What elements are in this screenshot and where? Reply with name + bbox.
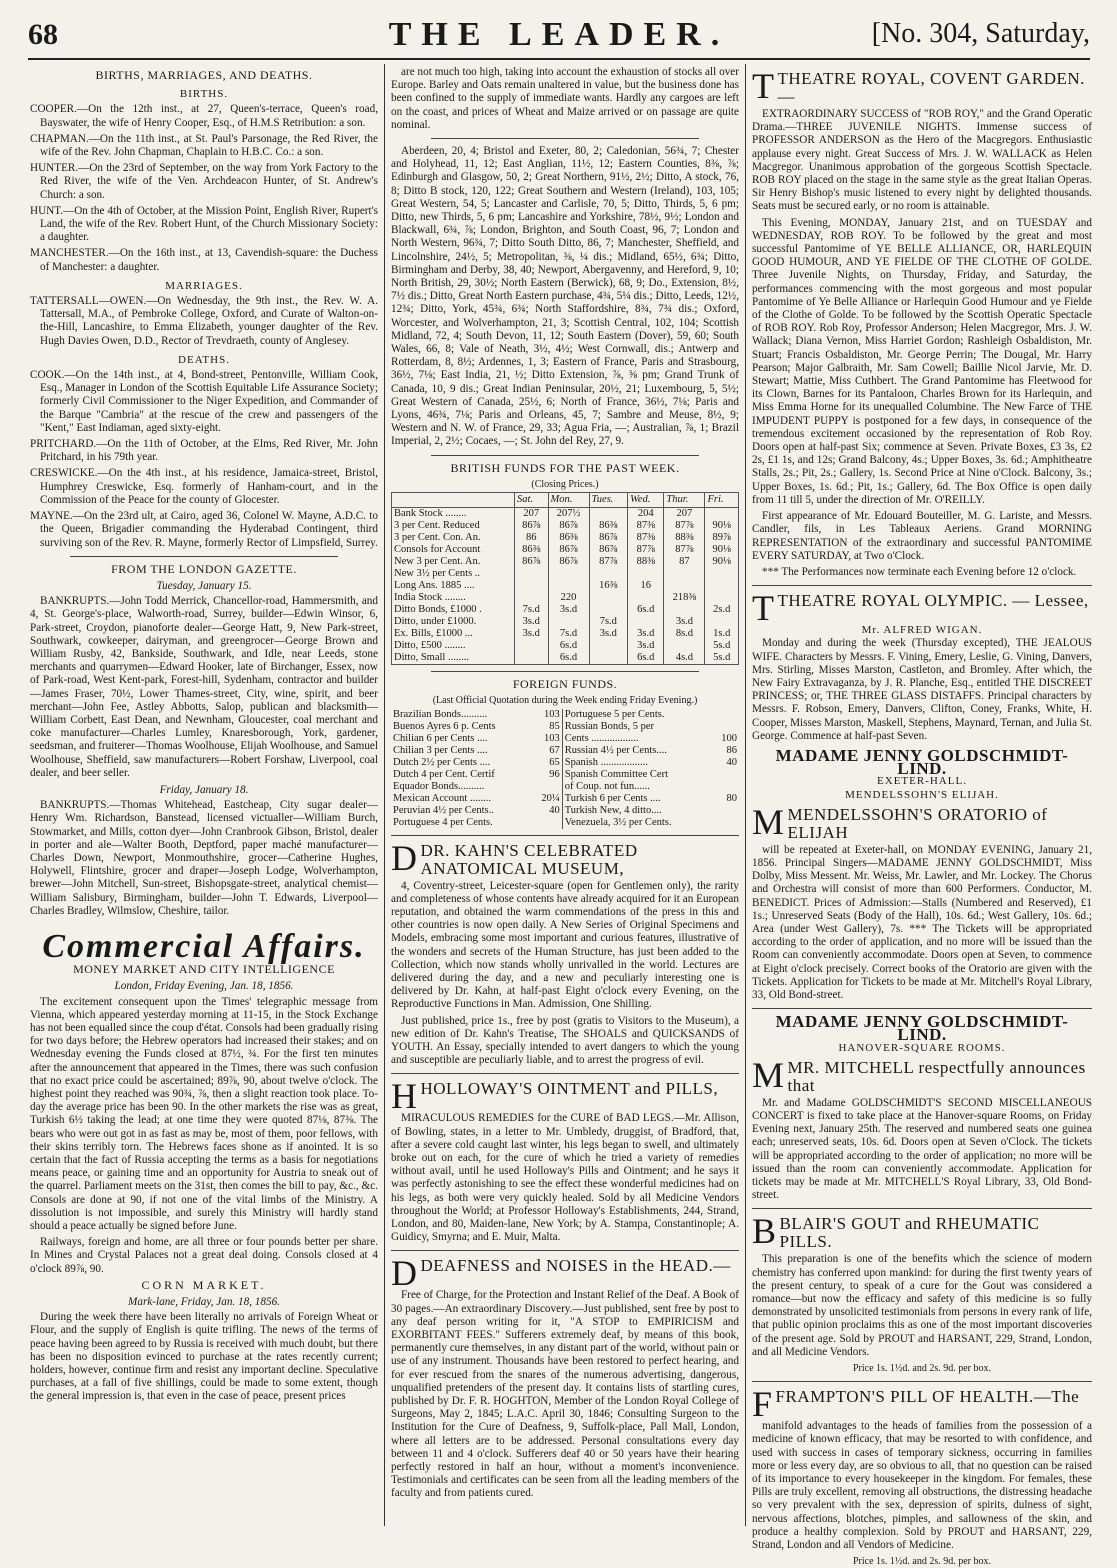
price-cell xyxy=(515,640,549,652)
price-cell: 5s.d xyxy=(705,640,739,652)
price-cell: 7s.d xyxy=(589,616,628,628)
masthead xyxy=(28,14,1090,60)
bond-name-cell: Cents .................. xyxy=(564,732,639,744)
price-cell: 8s.d xyxy=(664,628,705,640)
bond-name-cell: Portuguese 5 per Cents. xyxy=(564,708,665,720)
mitchell-title: MR. MITCHELL respectfully announces that xyxy=(787,1057,1086,1095)
kahn-ad-title: DR. KAHN'S CELEBRATED ANATOMICAL MUSEUM, xyxy=(420,840,638,878)
price-cell: 87⅞ xyxy=(628,544,664,556)
bond-name-cell: Portuguese 4 per Cents. xyxy=(393,816,493,828)
price-cell xyxy=(589,508,628,521)
column-1 xyxy=(30,66,378,1526)
holloway-ad-text: MIRACULOUS REMEDIES for the CURE of BAD LEGS.—Mr. Allison, of Bowling, states, in a letter to Mr. Umbledy, druggist, of Bradford, that, after a severe cold caught last winter, his legs began to swell, and ultimately broke out on each, for the cure of which he tried a variety of remedies without avail, until he used Holloway's Pills and Ointment; and he says it was perfectly astonishing to see the effect these wonderful medicines had on his legs, as both were very quickly healed. Sold by all Medicine Vendors throughout the World; at Professor Holloway's Establishments, 244, Strand, London, and 80, Maiden-lane, New York; by A. Stampa, Constantinople; A. Guidicy, Smyrna; and E. Muir, Malta. xyxy=(391,1112,739,1244)
price-cell xyxy=(589,568,628,580)
price-cell: 5s.d xyxy=(705,652,739,665)
covent-garden-text: This Evening, MONDAY, January 21st, and on TUESDAY and WEDNESDAY, ROB ROY. To be followed by the great and most successful Pantomime of YE BELLE ALLIANCE, OR, HARLEQUIN GOOD HUMOUR, AND YE FIELDE OF THE CLOTHE OF GOLDE. Three Juvenile Nights, on Thursday, Friday, and Saturday, the performances commencing with the most gorgeous and most popular Pantomime of Ye Belle Alliance or Harlequin Good Humour and ye Fielde of the Clothe of Golde. To be followed by the Scottish Operatic Spectacle of ROB ROY. Rob Roy, Professor Anderson; Helen Macgregor, Mrs. J. W. Wallack; Diana Vernon, Miss Harriet Gordon; Rashleigh Osbaldiston, Mr. Stuart; Francis Osbaldiston, Mr. George Perrin; The Dougal, Mr. Harry Pearson; Major Galbraith, Mr. Sam Cowell; Baillie Nicol Jarvie, Mr. D. Stewart; Mattie, Miss Cuthbert. The Grand Pantomime has Fleetwood for its Clown, Barnes for its Pantaloon, Charles Brown for its Harlequin, and Miss Emma Horne for its unequalled Columbine. The New Farce of THE IMPUDENT PUPPY is postponed for a few days, in consequence of the tremendous excitement occasioned by the representation of Rob Roy. Doors open at half-past Six; commence at Seven. Private Boxes, £3 3s, £2 2s, £1 1s, and 12s; Grand Balcony, 4s.; Upper Boxes, 3s. 6d.; Amphitheatre Stalls, 2s.; Pit, 2s.; Gallery, 1s. Second Price at Nine o'Clock. Balcony, 3s.; Upper Boxes, 1s. 6d.; Pit, 1s.; Gallery, 6d. The Box Office is open daily from 11 till 5, under the direction of Mr. O'REILLY. xyxy=(752,216,1092,506)
frampton-text: manifold advantages to the heads of families from the possession of a medicine of known efficacy, that may be resorted to with confidence, and used with success in cases of temporary sickness, occurring in families more or less every day, are so obvious to all, that no question can be raised of its importance to every housekeeper in the kingdom. For females, these Pills are truly excellent, removing all obstructions, the distressing headache so very prevalent with the sex, depression of spirits, dulness of sight, nervous affections, blotches, pimples, and sallowness of the skin, and produce a healthy complexion. Sold by PROUT and HARSANT, 229, Strand, London and all Vendors of Medicine. xyxy=(752,1420,1092,1552)
divider xyxy=(431,138,699,139)
quote-cell: 67 xyxy=(528,745,563,757)
bond-name-cell: Peruvian 4½ per Cents.. xyxy=(393,804,494,816)
olympic-lessee: Mr. ALFRED WIGAN. xyxy=(861,624,983,637)
price-cell: 89⅞ xyxy=(705,532,739,544)
foreign-funds-table xyxy=(391,709,739,829)
quote-cell xyxy=(705,709,739,721)
column-header: Thur. xyxy=(664,493,705,508)
price-cell: 3s.d xyxy=(589,628,628,640)
drop-cap: M xyxy=(752,1054,785,1095)
price-cell: 3s.d xyxy=(664,616,705,628)
price-cell xyxy=(664,640,705,652)
fund-name-cell: Bank Stock ........ xyxy=(392,508,515,521)
foreign-funds-subtitle: (Last Official Quotation during the Week ending Friday Evening.) xyxy=(432,695,698,707)
deafness-ad-title: DEAFNESS and NOISES in the HEAD.— xyxy=(420,1256,731,1276)
price-cell: 3s.d xyxy=(628,640,664,652)
divider xyxy=(752,585,1092,586)
divider xyxy=(391,1250,739,1251)
covent-garden-text: First appearance of Mr. Edouard Bouteiller, M. G. Lariste, and Messrs. Candler, fils, in Les Tableaux Aeriens. Grand MORNING REPRESENTATION of the extraordinary and successful PANTOMIME EVERY SATURDAY, at Two o'Clock. xyxy=(752,510,1092,562)
deafness-ad-text: Free of Charge, for the Protection and Instant Relief of the Deaf. A Book of 30 pages.—An extraordinary Discovery.—Just published, sent free by post to any deaf person writing for it, "A STOP to EMPIRICISM and EXORBITANT FEES." Sufferers extremely deaf, by means of this book, permanently cure themselves, in any distant part of the world, without pain or use of any instrument. Thousands have been restored to perfect hearing, and for ever rescued from the snares of the numerous advertising, dangerous, unqualified pretenders of the present day. It contains lists of startling cures, published by Dr. F. R. HOGHTON, Member of the London Royal College of Surgeons, May 2, 1845; L.A.C. April 30, 1846; Consulting Surgeon to the Institution for the Cure of Deafness, 9, Suffolk-place, Pall Mall, London, where all letters are to be addressed. Personal consultations every day between 11 and 4 o'clock. Sufferers deaf 40 or 50 years have their hearing perfectly restored in half an hour, without a moment's inconvenience. Testimonials and certificates can be seen from all the leading members of the faculty and from patients cured. xyxy=(391,1289,739,1500)
column-header xyxy=(392,493,515,508)
bond-name-cell: Turkish 6 per Cents .... xyxy=(564,792,661,804)
drop-cap: T xyxy=(752,588,775,629)
foreign-funds-title: FOREIGN FUNDS. xyxy=(512,677,618,692)
births-heading: BIRTHS. xyxy=(179,88,229,101)
quote-cell: 40 xyxy=(528,805,563,817)
oratorio-heading xyxy=(752,801,1092,842)
price-cell: 90⅛ xyxy=(705,544,739,556)
quote-cell xyxy=(528,781,563,793)
price-cell: 88⅜ xyxy=(664,532,705,544)
price-cell: 6s.d xyxy=(628,604,664,616)
price-cell: 86⅜ xyxy=(515,544,549,556)
divider xyxy=(431,455,699,456)
fund-name-cell: 3 per Cent. Reduced xyxy=(392,520,515,532)
column-rule xyxy=(384,64,385,1526)
bond-name-cell: Dutch 2½ per Cents .... xyxy=(393,756,491,768)
fund-name-cell: 3 per Cent. Con. An. xyxy=(392,532,515,544)
divider xyxy=(752,1008,1092,1009)
holloway-ad-title: HOLLOWAY'S OINTMENT and PILLS, xyxy=(420,1079,719,1099)
bond-name-cell: Chilian 3 per Cents .... xyxy=(393,744,488,756)
bond-name-cell: Dutch 4 per Cent. Certif xyxy=(393,768,495,780)
jenny-lind-heading: MADAME JENNY GOLDSCHMIDT-LIND. xyxy=(775,1012,1069,1045)
money-market-text: Railways, foreign and home, are all three or four pounds better per share. In Mines and Crystal Palaces not a great deal doing. Consols closed at 4 o'clock 89⅞, 90. xyxy=(30,1236,378,1275)
price-cell xyxy=(515,592,549,604)
column-header: Mon. xyxy=(548,493,589,508)
quote-cell: 65 xyxy=(528,757,563,769)
price-cell xyxy=(628,616,664,628)
railway-shares-text: Aberdeen, 20, 4; Bristol and Exeter, 80, 2; Caledonian, 56¾, 7; Chester and Holyhead, 11, 12; East Anglian, 11½, 12; Eastern Counties, 8⅜, ⅞; Edinburgh and Glasgow, 50, 2; Great Northern, 91½, 2½; Ditto, A stock, 76, 8; Ditto B stock, 120, 122; Great Southern and Western (Ireland), 103, 105; Great Western, 54, 5; Lancaster and Carlisle, 70, 5; Ditto, Thirds, 5, 6 pm; Ditto, new Thirds, 5, 6 pm; Lancashire and Yorkshire, 78½, 9½; London and Blackwall, 6¾, ⅞; London, Brighton, and South Coast, 96, 7; London and North Western, 96¾, 7; Ditto South Ditto, 86, 7; Manchester, Sheffield, and Lincolnshire, 24½, 5; Metropolitan, ⅜, ¼ dis.; Midland, 65½, 6¾; Ditto, Birmingham and Derby, 38, 40; Newport, Abergavenny, and Hereford, 9, 10; North British, 29, 30½; North Eastern (Berwick), 68, 9; Do., Extension, 8½, 7½ dis.; Ditto, Great North Eastern purchase, 4¾, 5¼ dis.; Ditto, Leeds, 12½, 12¾; Ditto, York, 45¾, 6¾; North Staffordshire, 8¾, 7¾ dis.; Oxford, Worcester, and Wolverhampton, 21, 3; Scottish Central, 102, 104; Scottish Midland, 72, 4; South Devon, 11, 12; South Eastern (Dover), 59, 60; South Wales, 66, 8; Vale of Neath, 3½, 4½; West Cornwall, dis.; Antwerp and Rotterdam, 8, 8½; Ardennes, 1, 3; Eastern of France, Paris and Strasbourg, 36½, 7⅛; East India, 21, ½; Ditto Extension, ⅞, ⅝ pm; Grand Trunk of Canada, 10, 9 dis.; Great Indian Peninsular, 20½, 21; Luxembourg, 5, 5½; Great Western of Canada, 25½, 6; North of France, 36½, 7⅛; Paris and Lyons, 46¾, 7⅛; Paris and Orleans, 45, 7; Sambre and Meuse, 8½, 9; Western and N. W. of France, 29, 33; Agua Fria, —; Australian, ⅞, 1; Brazil Imperial, 2, 2½; Cocaes, —; St. John del Rey, 27, 9. xyxy=(391,145,739,448)
price-cell: 86⅞ xyxy=(548,556,589,568)
price-cell: 86⅜ xyxy=(589,520,628,532)
price-cell: 87⅞ xyxy=(589,556,628,568)
column-header: Tues. xyxy=(589,493,628,508)
table-row xyxy=(392,568,739,580)
quote-cell: 103 xyxy=(528,733,563,745)
bond-name-cell: Russian 4½ per Cents.... xyxy=(564,744,667,756)
price-cell: 87⅞ xyxy=(664,520,705,532)
table-row xyxy=(392,640,739,652)
price-cell: 90⅛ xyxy=(705,520,739,532)
issue-number: [No. 304, Saturday, xyxy=(871,18,1090,49)
divider xyxy=(431,671,699,672)
column-2 xyxy=(391,66,739,1526)
drop-cap: D xyxy=(391,837,418,878)
table-row xyxy=(392,556,739,568)
price-cell: 87⅜ xyxy=(628,532,664,544)
jenny-lind-venue: HANOVER-SQUARE ROOMS. xyxy=(838,1041,1006,1054)
covent-garden-note: *** The Performances now terminate each Evening before 12 o'clock. xyxy=(762,565,1077,578)
price-cell xyxy=(548,568,589,580)
divider xyxy=(752,1208,1092,1209)
fund-name-cell: Consols for Account xyxy=(392,544,515,556)
bond-name-cell: Chilian 6 per Cents .... xyxy=(393,732,488,744)
price-cell: 3s.d xyxy=(515,628,549,640)
blair-heading xyxy=(752,1211,1092,1252)
price-cell: 2s.d xyxy=(705,604,739,616)
table-row xyxy=(391,793,739,805)
quote-cell: 85 xyxy=(528,721,563,733)
marriages-heading: MARRIAGES. xyxy=(165,279,243,292)
covent-garden-title: THEATRE ROYAL, COVENT GARDEN.— xyxy=(777,69,1085,106)
column-rule xyxy=(745,64,746,1526)
price-cell: 6s.d xyxy=(628,652,664,665)
price-cell xyxy=(515,652,549,665)
drop-cap: H xyxy=(391,1076,418,1117)
price-cell: 86⅞ xyxy=(589,544,628,556)
price-cell xyxy=(705,508,739,521)
price-cell: 7s.d xyxy=(548,628,589,640)
quote-cell xyxy=(528,817,563,829)
quote-cell xyxy=(705,769,739,781)
table-row xyxy=(391,817,739,829)
bond-name-cell: Spanish Committee Cert xyxy=(564,768,669,780)
table-row xyxy=(391,721,739,733)
quote-cell xyxy=(705,805,739,817)
price-cell: 86⅞ xyxy=(548,520,589,532)
money-market-title: MONEY MARKET AND CITY INTELLIGENCE xyxy=(73,962,335,977)
price-cell: 220 xyxy=(548,592,589,604)
price-cell: 88⅜ xyxy=(628,556,664,568)
jenny-lind-venue: EXETER-HALL. xyxy=(877,775,967,788)
price-cell xyxy=(664,568,705,580)
table-row xyxy=(392,604,739,616)
money-market-text: The excitement consequent upon the Times' telegraphic message from Vienna, which appeared yesterday morning at 11-15, in the Stock Exchange has not been equalled since the coup d'état. Consols had been gradually rising for two days before; the Hebrew operators had increased their stakes; and on Wednesday evening the Funds closed at 87½, ¾. For the first ten minutes after the announcement that appeared in the Times, there was such confusion that no exact price could be ascertained; 89⅞, 90, about twelve o'clock. The highest point they reached was 90¾, ⅞, then a slight reaction took place. To-day the average price has been 90. In the other markets the rise was as great, Turkish 6½ taking the lead; at one time they were quoted 87⅛, 87⅜. The bears who were out got in as fast as may be, most of them, poor fellows, with their skins terribly torn. The Hebrews faces shone as if anointed. It is so certain that the fact of Russia accepting the terms as a basis for negotiations means peace, or gaining time and an opportunity for Austria to sneak out of the quarrel. Parliament meets on the 31st, then comes the bill to pay, &c., &c. Consols are done at 90, if not one of the vital limbs of the Ministry. A dissolution is not impossible, and surely this Ministry will hardly stand should a peace actually be signed before June. xyxy=(30,995,378,1233)
price-cell: 87⅜ xyxy=(628,520,664,532)
blair-text: This preparation is one of the benefits which the science of modern chemistry has conferred upon mankind: for during the first twenty years of the present century, to speak of a cure for the Gout was considered a romance—but now the efficacy and safety of this medicine is so fully demonstrated by unsolicited testimonials from persons in every rank of life, that public opinion proclaims this as one of the most important discoveries of the present age. Sold by PROUT and HARSANT, 229, Strand, London, and all Medicine Vendors. xyxy=(752,1253,1092,1358)
olympic-heading xyxy=(752,588,1092,629)
death-notice: CRESWICKE.—On the 4th inst., at his residence, Jamaica-street, Bristol, Humphrey Creswicke, Esq. formerly of Hanham-court, and in the Commission of the Peace for the county of Glocester. xyxy=(30,467,378,506)
quote-cell: 103 xyxy=(528,709,563,721)
quote-cell: 96 xyxy=(528,769,563,781)
marriage-notice: TATTERSALL—OWEN.—On Wednesday, the 9th inst., the Rev. W. A. Tattersall, M.A., of Pembroke College, Oxford, and Curate of Walton-on-the-Hill, Lancashire, to Emma Elizabeth, younger daughter of the Rev. Hugh Davies Owen, D.D., Rector of Trevdraeth, county of Anglesey. xyxy=(30,295,378,347)
divider xyxy=(70,556,338,557)
fund-name-cell: India Stock ........ xyxy=(392,592,515,604)
price-cell xyxy=(589,604,628,616)
frampton-title: FRAMPTON'S PILL OF HEALTH.—The xyxy=(775,1387,1080,1407)
frampton-heading xyxy=(752,1384,1092,1425)
fund-name-cell: Ditto Bonds, £1000 . xyxy=(392,604,515,616)
death-notice: PRITCHARD.—On the 11th of October, at the Elms, Red River, Mr. John Pritchard, in his 79th year. xyxy=(30,438,378,464)
bond-name-cell: Russian Bonds, 5 per xyxy=(564,720,655,732)
british-funds-title: BRITISH FUNDS FOR THE PAST WEEK. xyxy=(450,460,680,475)
price-cell xyxy=(705,616,739,628)
gazette-date: Friday, January 18. xyxy=(159,783,249,796)
deafness-ad-heading xyxy=(391,1253,739,1294)
drop-cap: M xyxy=(752,801,785,842)
price-cell xyxy=(705,592,739,604)
oratorio-title: MENDELSSOHN'S ORATORIO of ELIJAH xyxy=(787,804,1048,842)
price-cell: 86⅞ xyxy=(515,556,549,568)
jenny-lind-program: MENDELSSOHN'S ELIJAH. xyxy=(845,788,999,801)
table-row xyxy=(391,805,739,817)
table-row xyxy=(392,544,739,556)
holloway-ad-heading xyxy=(391,1076,739,1117)
price-cell: 87⅞ xyxy=(664,544,705,556)
birth-notice: HUNTER.—On the 23rd of September, on the way from York Factory to the Red River, the wife of the Ven. Archdeacon Hunter, of St. Andrew's Church: a son. xyxy=(30,162,378,201)
frampton-price: Price 1s. 1½d. and 2s. 9d. per box. xyxy=(852,1556,992,1568)
price-cell xyxy=(589,640,628,652)
price-cell: 16⅜ xyxy=(589,580,628,592)
drop-cap: F xyxy=(752,1384,773,1425)
price-cell xyxy=(664,604,705,616)
bond-name-cell: Venezuela, 3½ per Cents. xyxy=(564,816,672,828)
fund-name-cell: Ex. Bills, £1000 ... xyxy=(392,628,515,640)
divider xyxy=(391,835,739,836)
price-cell: 86⅞ xyxy=(515,520,549,532)
price-cell xyxy=(628,592,664,604)
gazette-title: FROM THE LONDON GAZETTE. xyxy=(111,561,297,576)
quote-cell: 80 xyxy=(726,792,737,804)
price-cell: 207 xyxy=(664,508,705,521)
price-cell: 207½ xyxy=(548,508,589,521)
kahn-ad-heading xyxy=(391,837,739,878)
quote-cell: 86 xyxy=(726,744,737,756)
jenny-lind-heading: MADAME JENNY GOLDSCHMIDT-LIND. xyxy=(775,745,1069,779)
quote-cell: 40 xyxy=(726,756,737,768)
covent-garden-text: EXTRAORDINARY SUCCESS of "ROB ROY," and the Grand Operatic Drama.—THREE JUVENILE NIGHTS. Immense success of PROFESSOR ANDERSON as the Hero of the Macgregors. Enthusiastic applause every night. Great Success of Mrs. J. W. WALLACK as Helen Macgregor. Unanimous approbation of the gorgeous Scottish Spectacle. ROB ROY placed on the stage in the same style as the great Italian Operas. Sir Henry Bishop's music listened to every night by delighted thousands. Seats must be secured early, or no room is attainable. xyxy=(752,108,1092,213)
price-cell xyxy=(628,568,664,580)
mitchell-text: Mr. and Madame GOLDSCHMIDT'S SECOND MISCELLANEOUS CONCERT is fixed to take place at the Hanover-square Rooms, on Friday Evening next, January 25th. The reserved and numbered seats one guinea each; unreserved seats, 10s. 6d. Doors open at Seven o'Clock. The tickets will be appropriated according to the order of application; no more will be issued than the room can conveniently accommodate. Application for tickets may be made at Mr. MITCHELL'S Royal Library, 33, Old Bond-street. xyxy=(752,1096,1092,1202)
covent-garden-heading xyxy=(752,66,1092,106)
table-row xyxy=(392,520,739,532)
table-row xyxy=(392,580,739,592)
oratorio-text: will be repeated at Exeter-hall, on MONDAY EVENING, January 21, 1856. Principal Singers—MADAME JENNY GOLDSCHMIDT, Miss Dolby, Miss Messent. Mr. Weiss, Mr. Lawler, and Mr. Lockey. The Chorus and Orchestra will consist of more than 600 Performers. Conductor, M. BENEDICT. Prices of Admission:—Stalls (Numbered and Reserved), £1 1s.; Unreserved Seats (Body of the Hall), 10s. 6d.; West Gallery, 10s. 6d.; Area (under West Gallery), 7s. *** The Tickets will be appropriated according to the order of application, and no more will be issued than the Room can conveniently accommodate. Doors open at Seven, to commence at Eight o'clock precisely. Correct books of the Oratorio are given with the Tickets. Application for Tickets to be made at Mr. Mitchell's Royal Library, 33, Old Bond-street. xyxy=(752,843,1092,1001)
price-cell: 86 xyxy=(515,532,549,544)
table-row xyxy=(391,757,739,769)
column-header: Sat. xyxy=(515,493,549,508)
column-header: Wed. xyxy=(628,493,664,508)
price-cell: 204 xyxy=(628,508,664,521)
fund-name-cell: Long Ans. 1885 .... xyxy=(392,580,515,592)
fund-name-cell: Ditto, under £1000. xyxy=(392,616,515,628)
price-cell: 86⅜ xyxy=(548,532,589,544)
olympic-text: Monday and during the week (Thursday excepted), THE JEALOUS WIFE. Characters by Messrs. F. Vining, Emery, Leslie, G. Vining, Danvers, Mrs. Stirling, Misses Marston, Castleton, and Bromley. After which, the New Fairy Extravaganza, by J. R. Planche, Esq., entitled THE DISCREET PRINCESS; or, THE THREE GLASS DISTAFFS. Principal characters by Messrs. F. Robson, Emery, Danvers, Clifton, Coney, Franks, White, H. Cooper, Misses Marston, Maskell, Stephens, Maynard, Ternan, and Julia St. George. Commence at half-past Seven. xyxy=(752,637,1092,742)
price-cell: 3s.d xyxy=(515,616,549,628)
corn-market-dateline: Mark-lane, Friday, Jan. 18, 1856. xyxy=(128,1296,280,1309)
quote-cell xyxy=(705,817,739,829)
birth-notice: HUNT.—On the 4th of October, at the Mission Point, English River, Rupert's Land, the wife of the Rev. Robert Hunt, of the Church Missionary Society: a daughter. xyxy=(30,204,378,244)
bond-name-cell: of Coup. not fun...... xyxy=(564,780,650,792)
price-cell: 218⅜ xyxy=(664,592,705,604)
olympic-title: THEATRE ROYAL OLYMPIC. — Lessee, xyxy=(777,591,1089,611)
commercial-affairs-heading: Commercial Affairs. xyxy=(42,927,366,965)
fund-name-cell: Ditto, Small ........ xyxy=(392,652,515,665)
drop-cap: B xyxy=(752,1211,777,1252)
table-row xyxy=(392,532,739,544)
column-3 xyxy=(752,66,1092,1568)
price-cell xyxy=(548,616,589,628)
kahn-ad-text: Just published, price 1s., free by post (gratis to Visitors to the Museum), a new edition of Dr. Kahn's Treatise, The SHOALS and QUICKSANDS of YOUTH. An Essay, specially intended to avert dangers to which the young and susceptible are peculiarly liable, and to arrest the progress of evil. xyxy=(391,1014,739,1067)
price-cell xyxy=(705,580,739,592)
bond-name-cell: Spanish .................. xyxy=(564,756,648,768)
price-cell: 3s.d xyxy=(628,628,664,640)
table-row xyxy=(391,733,739,745)
newspaper-title: THE LEADER. xyxy=(388,16,730,53)
death-notice: COOK.—On the 14th inst., at 4, Bond-street, Pentonville, William Cook, Esq., Manager in London of the Scottish Equitable Life Assurance Society; formerly Civil Commissioner to the Niger Expedition, and Commander of the Barque "Cambria" at the rescue of the crew and passengers of the "Kent," East Indiaman, aged sixty-eight. xyxy=(30,369,378,434)
birth-notice: MANCHESTER.—On the 16th inst., at 13, Cavendish-square: the Duchess of Manchester: a daughter. xyxy=(30,247,378,273)
quote-cell xyxy=(705,781,739,793)
price-cell: 207 xyxy=(515,508,549,521)
price-cell: 3s.d xyxy=(548,604,589,616)
british-funds-table xyxy=(391,492,739,665)
table-row xyxy=(391,781,739,793)
death-notice: MAYNE.—On the 23rd ult, at Cairo, aged 36, Colonel W. Mayne, A.D.C. to the Queen, Brigadier commanding the Hyderabad Contingent, third surviving son of the Rev. R. Mayne, formerly Rector of Limpsfield, Surrey. xyxy=(30,510,378,549)
quote-cell xyxy=(705,721,739,733)
price-cell: 90⅛ xyxy=(705,556,739,568)
drop-cap: D xyxy=(391,1253,418,1294)
price-cell: 7s.d xyxy=(515,604,549,616)
quote-cell: 100 xyxy=(721,732,737,744)
bond-name-cell: Mexican Account ........ xyxy=(393,792,491,804)
kahn-ad-text: 4, Coventry-street, Leicester-square (open for Gentlemen only), the rarity and completeness of whose contents have already acquired for it an European reputation, and obtained the warm commendations of the press in this and other countries is now open daily. A New Series of Original Specimens and Models, embracing some most important and curious features, illustrative of the wonders and secrets of the Human Structure, has just been added to the Collection, which now stands wholly unrivalled in the world. Lectures are delivered during the day, and a new and peculiarly interesting one is delivered by Dr. Kahn, at half-past Eight o'clock every Evening, on the Reproductive Functions in Man. Admission, One Shilling. xyxy=(391,879,739,1011)
price-cell xyxy=(515,568,549,580)
price-cell xyxy=(589,652,628,665)
bond-name-cell: Equador Bonds.......... xyxy=(393,780,485,792)
column-header: Fri. xyxy=(705,493,739,508)
price-cell: 86⅞ xyxy=(589,532,628,544)
gazette-bankrupts: BANKRUPTS.—John Todd Merrick, Chancellor-road, Hammersmith, and 4, St. George's-place, Walworth-road, Surrey, builder—Edwin Winsor, 6, Park-street, Croydon, pianoforte dealer—George Hatt, 9, New Park-street, Southwark, cowkeeper, dairyman, and greengrocer—George Brown and William Rusby, 42, Bankside, Southwark, and Idle, near Leeds, stone merchants and quarrymen—Edward Hooker, late of Birchanger, Essex, now of Park-road, West Kent-park, Forest-hill, Sydenham, contractor and builder—James Fraser, 70½, Lower Thames-street, City, wine, spirit, and beer merchant—John Fee, Astley Abbotts, Salop, publican and blacksmith—William Corbett, East Dean, and Newnham, Gloucester, coal merchant and coke manufacturer—Charles Lumley, Knaresborough, York, gardener, seedsman, and fruiterer—Thomas Woolhouse, Elijah Woolhouse, and Samuel Woolhouse, Sheffield, saw manufacturers—Robert Forshaw, Liverpool, coal dealer, and beer seller. xyxy=(30,595,378,779)
price-cell: 1s.d xyxy=(705,628,739,640)
table-row xyxy=(391,745,739,757)
drop-cap: T xyxy=(752,66,775,106)
page-number: 68 xyxy=(28,18,58,51)
gazette-date: Tuesday, January 15. xyxy=(156,579,252,592)
table-row xyxy=(392,508,739,521)
price-cell xyxy=(548,580,589,592)
corn-market-continued: are not much too high, taking into account the exhaustion of stocks all over Europe. Barley and Oats remain unaltered in value, but the business done has been confined to the supply of immediate wants. Hardly any cargoes are left on the coast, and prices of Wheat and Maize arrived or on passage are quite nominal. xyxy=(391,66,739,131)
corn-market-text: During the week there have been literally no arrivals of Foreign Wheat or Flour, and the supply of English is quite trifling. The news of the terms of peace having been agreed to by Russia is received with much doubt, but there has been no disposition evinced to purchase at the rates recently current; holders, however, continue firm and resist any important decline. Speculative purchases, at a fall of five shillings, could be made to some extent, though the general impression is, that even in the case of peace, present prices xyxy=(30,1311,378,1403)
birth-notice: CHAPMAN.—On the 11th inst., at St. Paul's Parsonage, the Red River, the wife of the Rev. John Chapman, Chaplain to H.B.C. Co.: a son. xyxy=(30,132,378,159)
quote-cell: 20¼ xyxy=(528,793,563,805)
divider xyxy=(752,1381,1092,1382)
bond-name-cell: Turkish New, 4 ditto.... xyxy=(564,804,662,816)
table-header-row xyxy=(392,493,739,508)
fund-name-cell: Ditto, £500 ........ xyxy=(392,640,515,652)
divider xyxy=(391,1073,739,1074)
price-cell xyxy=(705,568,739,580)
price-cell xyxy=(589,592,628,604)
mitchell-heading xyxy=(752,1054,1092,1095)
table-row xyxy=(391,769,739,781)
fund-name-cell: New 3 per Cent. An. xyxy=(392,556,515,568)
blair-price: Price 1s. 1½d. and 2s. 9d. per box. xyxy=(852,1363,992,1375)
fund-name-cell: New 3½ per Cents .. xyxy=(392,568,515,580)
price-cell: 6s.d xyxy=(548,652,589,665)
price-cell: 86⅞ xyxy=(548,544,589,556)
table-row xyxy=(392,652,739,665)
table-row xyxy=(392,628,739,640)
corn-market-title: CORN MARKET. xyxy=(141,1277,267,1292)
price-cell: 4s.d xyxy=(664,652,705,665)
bond-name-cell: Brazilian Bonds.......... xyxy=(393,708,488,720)
price-cell: 87 xyxy=(664,556,705,568)
british-funds-subtitle: (Closing Prices.) xyxy=(531,478,599,490)
table-row xyxy=(392,616,739,628)
price-cell: 6s.d xyxy=(548,640,589,652)
price-cell: 16 xyxy=(628,580,664,592)
blair-title: BLAIR'S GOUT and RHEUMATIC PILLS. xyxy=(779,1214,1040,1252)
price-cell xyxy=(664,580,705,592)
deaths-heading: DEATHS. xyxy=(178,353,230,366)
table-row xyxy=(391,709,739,721)
bmd-title: BIRTHS, MARRIAGES, AND DEATHS. xyxy=(95,68,313,82)
bond-name-cell: Buenos Ayres 6 p. Cents xyxy=(393,720,496,732)
money-market-dateline: London, Friday Evening, Jan. 18, 1856. xyxy=(114,980,294,993)
price-cell xyxy=(515,580,549,592)
gazette-bankrupts: BANKRUPTS.—Thomas Whitehead, Eastcheap, City sugar dealer—Henry Wm. Richardson, Banstead, licensed victualler—William Burch, Stowmarket, and Mills, cotton dyer—John Cranbrook Gibson, Bristol, dealer in porter and ale—Walter Booth, Deptford, paper maché manufacturer—Charles Down, Newport, Monmouthshire, grocer—Catherine Hughes, Holywell, Flintshire, grocer and draper—Joseph Lodge, Wolverhampton, brewer—John Mitchell, Sun-street, Bishopsgate-street, analytical chemist—William Salisbury, Birmingham, builder—John T. Edwards, Liverpool—Charles Bradley, Wilmslow, Cheshire, tailor. xyxy=(30,799,378,917)
table-row xyxy=(392,592,739,604)
birth-notice: COOPER.—On the 12th inst., at 27, Queen's-terrace, Queen's road, Bayswater, the wife of Henry Cooper, Esq., of H.M.S Retribution: a son. xyxy=(30,103,378,129)
